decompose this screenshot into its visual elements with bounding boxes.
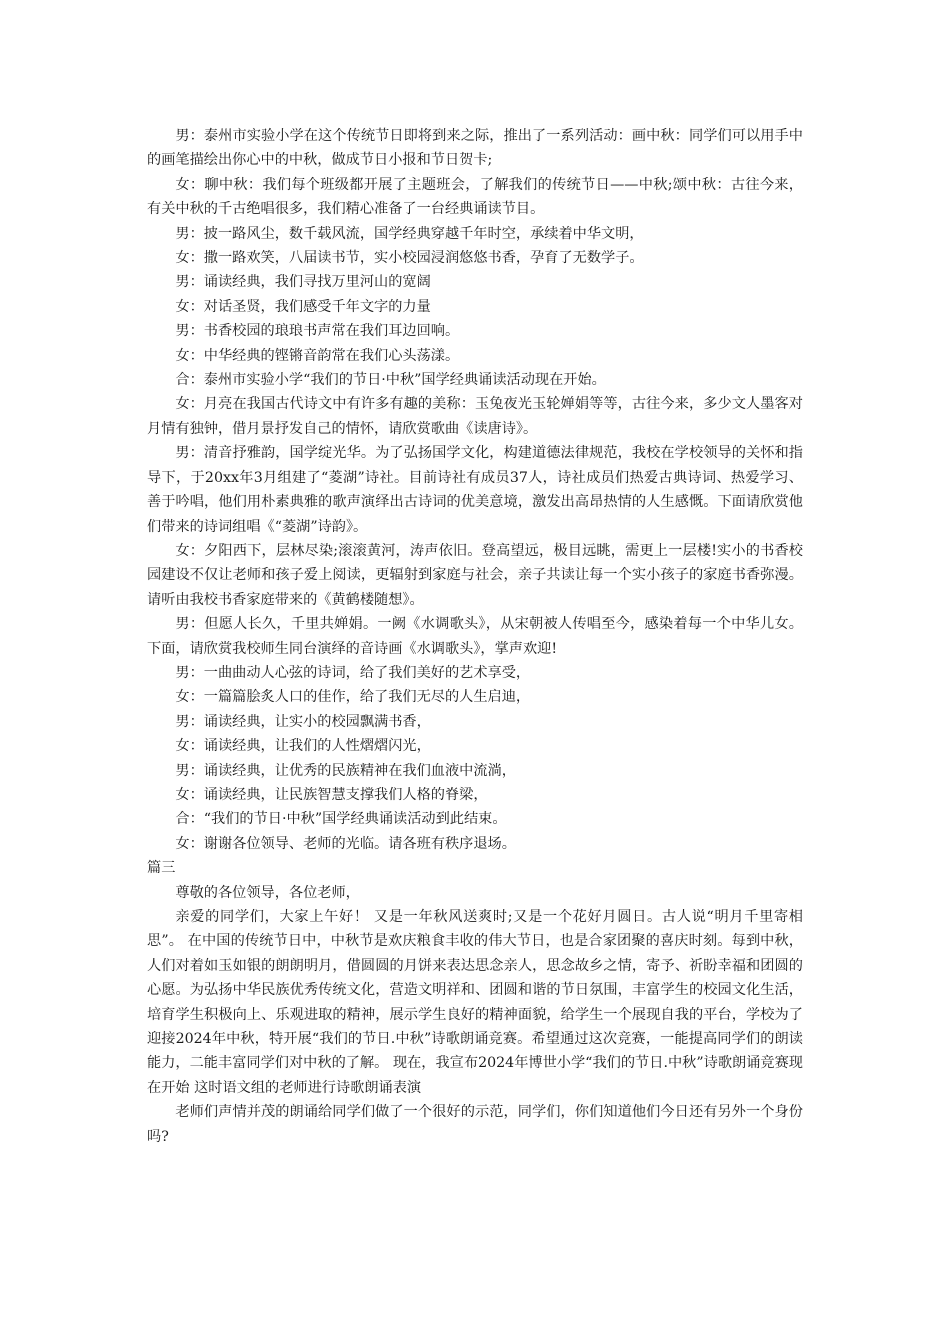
paragraph: 男：诵读经典，我们寻找万里河山的宽阔 [175,274,431,291]
paragraph: 合：“我们的节日·中秋”国学经典诵读活动到此结束。 [175,811,507,828]
paragraph: 男：一曲曲动人心弦的诗词，给了我们美好的艺术享受， [175,664,531,681]
paragraph: 尊敬的各位领导，各位老师， [175,884,360,901]
paragraph: 女：月亮在我国古代诗文中有许多有趣的美称：玉兔夜光玉轮婵娟等等，古往今来，多少文人墨客对月情有独钟，借月景抒发自己的情怀，请欣赏歌曲《读唐诗》。 [147,396,803,437]
paragraph: 女：诵读经典，让我们的人性熠熠闪光， [175,738,431,755]
paragraph: 男：泰州市实验小学在这个传统节日即将到来之际，推出了一系列活动：画中秋：同学们可以用手中的画笔描绘出你心中的中秋，做成节日小报和节日贺卡; [147,128,803,169]
document-body [147,124,803,1149]
paragraph: 亲爱的同学们，大家上午好！ 又是一年秋风送爽时;又是一个花好月圆日。古人说“明月千里寄相思”。 在中国的传统节日中，中秋节是欢庆粮食丰收的伟大节日，也是合家团聚的喜庆时刻。每到中秋，人们对着如玉如银的朗朗明月，借圆圆的月饼来表达思念亲人，思念故乡之情，寄予、祈盼幸福和团圆的心愿。为弘扬中华民族优秀传统文化，营造文明祥和、团圆和谐的节日氛围，丰富学生的校园文化生活，培育学生积极向上、乐观进取的精神，展示学生良好的精神面貌，给学生一个展现自我的平台，学校为了迎接2024年中秋，特开展“我们的节日.中秋”诗歌朗诵竞赛。希望通过这次竞赛，一能提高同学们的朗读能力，二能丰富同学们对中秋的了解。 现在，我宣布2024年博世小学“我们的节日.中秋”诗歌朗诵竞赛现在开始 这时语文组的老师进行诗歌朗诵表演 [147,909,803,1096]
paragraph: 男：诵读经典，让实小的校园飘满书香， [175,713,431,730]
paragraph: 女：一篇篇脍炙人口的佳作，给了我们无尽的人生启迪， [175,689,531,706]
paragraph: 合：泰州市实验小学“我们的节日·中秋”国学经典诵读活动现在开始。 [175,372,606,389]
paragraph: 男：诵读经典，让优秀的民族精神在我们血液中流淌， [175,762,516,779]
paragraph: 女：撒一路欢笑，八届读书节，实小校园浸润悠悠书香，孕育了无数学子。 [175,250,644,267]
paragraph: 女：聊中秋：我们每个班级都开展了主题班会，了解我们的传统节日——中秋;颂中秋：古往今来，有关中秋的千古绝唱很多，我们精心准备了一台经典诵读节目。 [147,176,803,218]
paragraph: 女：夕阳西下，层林尽染;滚滚黄河，涛声依旧。登高望远，极目远眺，需更上一层楼!实小的书香校园建设不仅让老师和孩子爱上阅读，更辐射到家庭与社会，亲子共读让每一个实小孩子的家庭书香弥漫。请听由我校书香家庭带来的《黄鹤楼随想》。 [147,542,803,608]
paragraph: 男：但愿人长久，千里共婵娟。一阙《水调歌头》，从宋朝被人传唱至今，感染着每一个中华儿女。下面，请欣赏我校师生同台演绎的音诗画《水调歌头》，掌声欢迎! [147,616,803,657]
paragraph: 女：诵读经典，让民族智慧支撑我们人格的脊梁， [175,786,488,803]
paragraph: 男：清音抒雅韵，国学绽光华。为了弘扬国学文化，构建道德法律规范，我校在学校领导的关怀和指导下，于20xx年3月组建了“菱湖”诗社。目前诗社有成员37人，诗社成员们热爱古典诗词、热爱学习、善于吟唱，他们用朴素典雅的歌声演绎出古诗词的优美意境，激发出高昂热情的人生感慨。下面请欣赏他们带来的诗词组唱《“菱湖”诗韵》。 [147,445,803,535]
paragraph: 男：书香校园的琅琅书声常在我们耳边回响。 [175,323,460,340]
paragraph: 老师们声情并茂的朗诵给同学们做了一个很好的示范，同学们，你们知道他们今日还有另外一个身份吗? [147,1104,803,1145]
paragraph: 女：对话圣贤，我们感受千年文字的力量 [175,298,431,315]
paragraph: 男：披一路风尘，数千载风流，国学经典穿越千年时空，承续着中华文明， [175,225,644,242]
paragraph: 女：中华经典的铿锵音韵常在我们心头荡漾。 [175,347,460,364]
paragraph: 女：谢谢各位领导、老师的光临。请各班有秩序退场。 [175,835,516,852]
section-heading: 篇三 [147,860,176,877]
